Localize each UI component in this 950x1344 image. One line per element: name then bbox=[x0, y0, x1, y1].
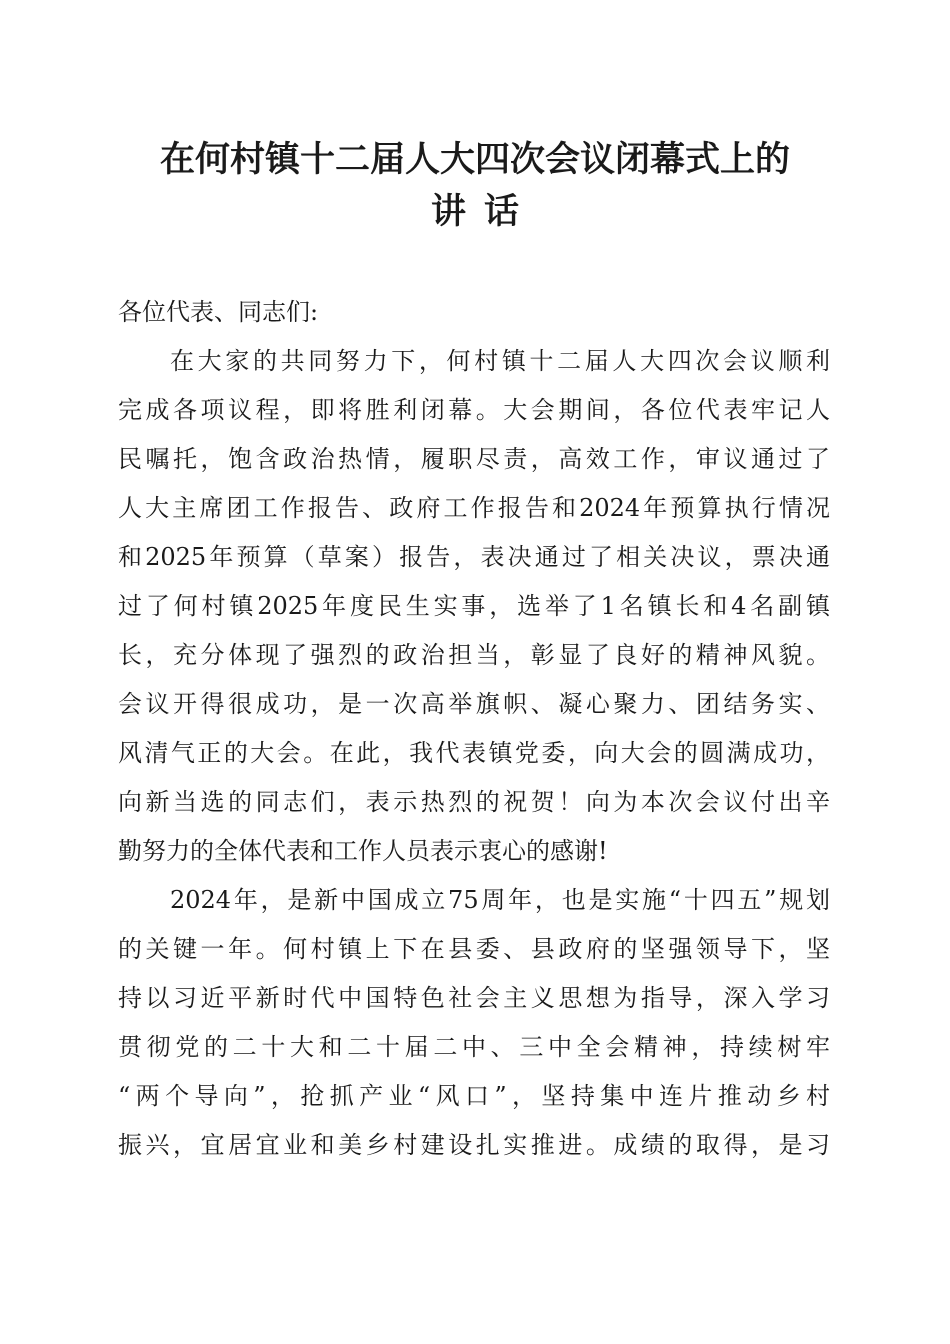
salutation: 各位代表、同志们: bbox=[118, 298, 319, 326]
document-title-line1: 在何村镇十二届人大四次会议闭幕式上的 bbox=[159, 139, 790, 180]
paragraph-line: 持以习近平新时代中国特色社会主义思想为指导，深入学习 bbox=[118, 984, 830, 1012]
paragraph-line: 勤努力的全体代表和工作人员表示衷心的感谢! bbox=[118, 837, 608, 865]
paragraph-line: 过了何村镇2025年度民生实事，选举了1名镇长和4名副镇 bbox=[118, 592, 830, 620]
document-title-line2: 讲话 bbox=[430, 191, 537, 232]
paragraph-line: 2024年，是新中国成立75周年，也是实施“十四五”规划 bbox=[170, 886, 830, 914]
paragraph-line: 的关键一年。何村镇上下在县委、县政府的坚强领导下，坚 bbox=[118, 935, 830, 963]
paragraph-line: 贯彻党的二十大和二十届二中、三中全会精神，持续树牢 bbox=[118, 1033, 830, 1061]
paragraph-1 bbox=[118, 337, 830, 876]
paragraph-line: 振兴，宜居宜业和美乡村建设扎实推进。成绩的取得，是习 bbox=[118, 1131, 830, 1159]
paragraph-line: 和2025年预算（草案）报告，表决通过了相关决议，票决通 bbox=[118, 543, 830, 571]
paragraph-line: 会议开得很成功，是一次高举旗帜、凝心聚力、团结务实、 bbox=[118, 690, 830, 718]
document-body bbox=[118, 288, 830, 1170]
paragraph-line: 长，充分体现了强烈的政治担当，彰显了良好的精神风貌。 bbox=[118, 641, 830, 669]
paragraph-line: 在大家的共同努力下，何村镇十二届人大四次会议顺利 bbox=[170, 347, 830, 375]
paragraph-line: 人大主席团工作报告、政府工作报告和2024年预算执行情况 bbox=[118, 494, 830, 522]
paragraph-line: 向新当选的同志们，表示热烈的祝贺！向为本次会议付出辛 bbox=[118, 788, 830, 816]
paragraph-line: 民嘱托，饱含政治热情，履职尽责，高效工作，审议通过了 bbox=[118, 445, 830, 473]
paragraph-line: 风清气正的大会。在此，我代表镇党委，向大会的圆满成功， bbox=[118, 739, 830, 767]
paragraph-line: 完成各项议程，即将胜利闭幕。大会期间，各位代表牢记人 bbox=[118, 396, 830, 424]
paragraph-2 bbox=[118, 876, 830, 1170]
paragraph-line: “两个导向”，抢抓产业“风口”，坚持集中连片推动乡村 bbox=[118, 1082, 830, 1110]
